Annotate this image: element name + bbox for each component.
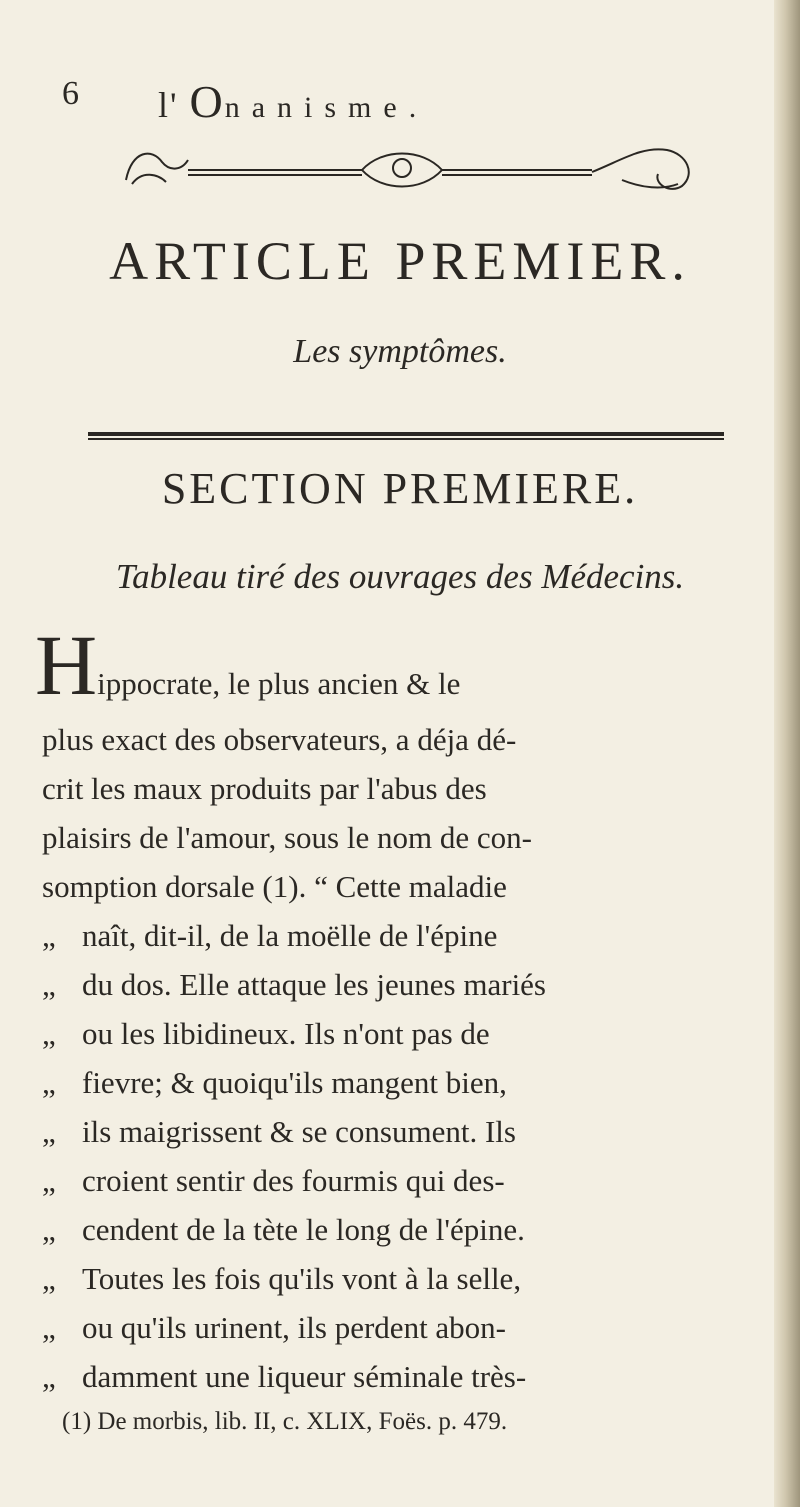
text-line: „ ou les libidineux. Ils n'ont pas de bbox=[42, 1016, 490, 1051]
text-line: „ cendent de la tète le long de l'épine. bbox=[42, 1212, 525, 1247]
text-line: plus exact des observateurs, a déja dé- bbox=[42, 722, 517, 757]
ornament-icon bbox=[122, 140, 702, 192]
text-line: „ ou qu'ils urinent, ils perdent abon- bbox=[42, 1310, 507, 1345]
text-line: „ croient sentir des fourmis qui des- bbox=[42, 1163, 505, 1198]
text-line: „ du dos. Elle attaque les jeunes mariés bbox=[42, 967, 547, 1002]
text-line: „ damment une liqueur séminale très- bbox=[42, 1359, 527, 1394]
text-line: Hippocrate, le plus ancien & le bbox=[35, 617, 461, 713]
text-line: „ naît, dit-il, de la moëlle de l'épine bbox=[42, 918, 498, 953]
page-edge bbox=[774, 0, 800, 1507]
article-subtitle: Les symptômes. bbox=[293, 333, 507, 370]
running-title-rest: nanisme. bbox=[224, 91, 429, 124]
running-title bbox=[158, 75, 428, 128]
running-title-prefix: l' bbox=[158, 85, 179, 125]
drop-cap: H bbox=[35, 617, 98, 713]
running-header bbox=[62, 75, 662, 135]
double-rule bbox=[88, 432, 724, 440]
running-title-cap: O bbox=[189, 76, 225, 127]
text-line: somption dorsale (1). “ Cette maladie bbox=[42, 869, 507, 904]
text-line: „ fievre; & quoiqu'ils mangent bien, bbox=[42, 1065, 507, 1100]
footnote: (1) De morbis, lib. II, c. XLIX, Foës. p. 479. bbox=[62, 1408, 508, 1435]
section-subtitle: Tableau tiré des ouvrages des Médecins. bbox=[115, 557, 685, 596]
text-line: „ ils maigrissent & se consument. Ils bbox=[42, 1114, 516, 1149]
text-line: plaisirs de l'amour, sous le nom de con- bbox=[42, 820, 532, 855]
section-title: SECTION PREMIERE. bbox=[161, 464, 639, 513]
page-number: 6 bbox=[62, 75, 79, 112]
text-line: „ Toutes les fois qu'ils vont à la selle, bbox=[42, 1261, 522, 1296]
article-title: ARTICLE PREMIER. bbox=[109, 231, 691, 291]
text-line: crit les maux produits par l'abus des bbox=[42, 771, 487, 806]
